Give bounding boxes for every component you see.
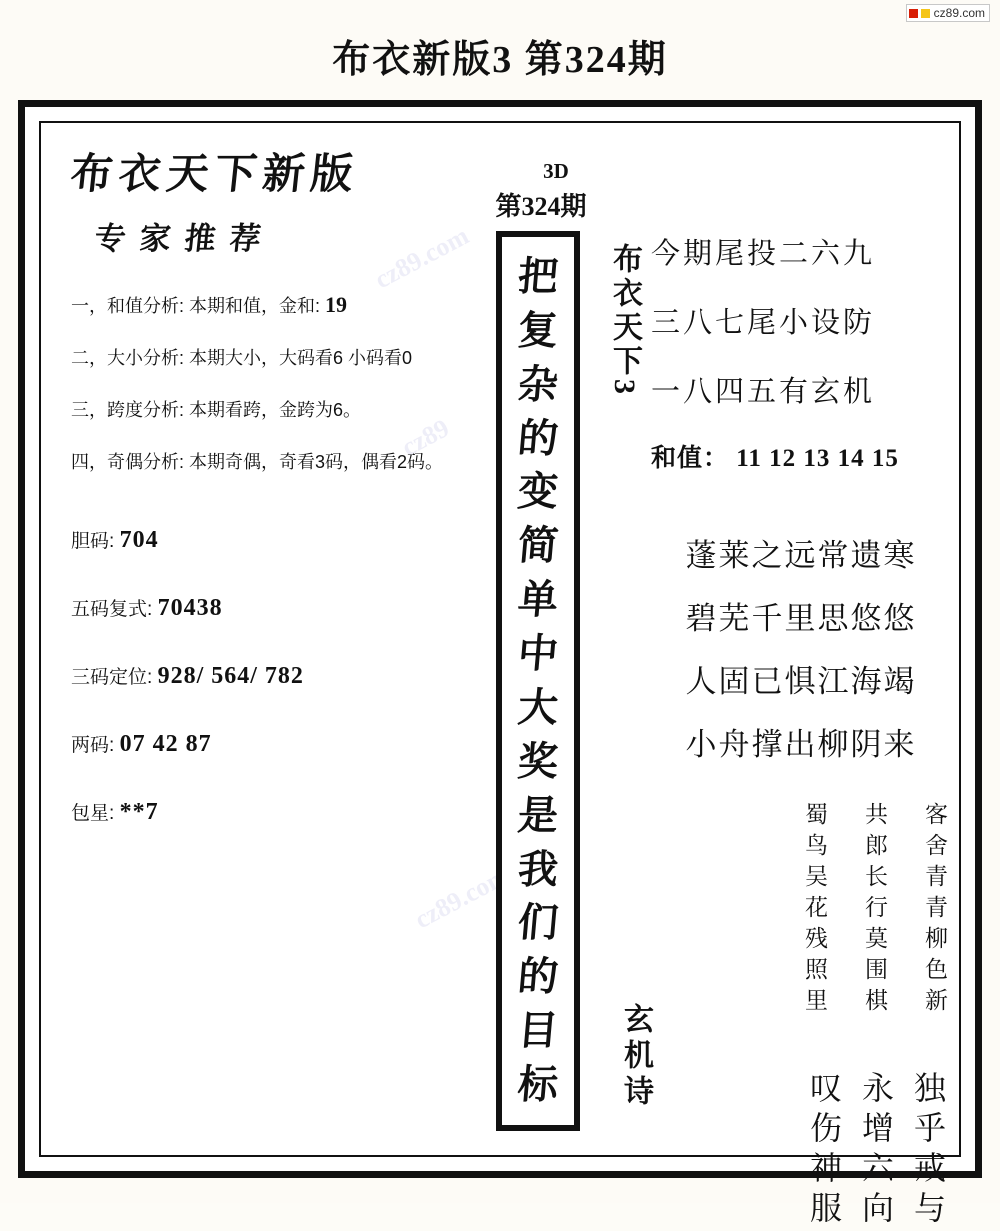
sum-value: 11 12 13 14 15: [736, 445, 899, 472]
headline: 三八七尾小设防: [651, 307, 876, 339]
poem-line: 碧芜千里思悠悠: [685, 601, 917, 636]
pick-label: 两码:: [71, 735, 115, 756]
pick-label: 三码定位:: [71, 667, 153, 688]
vertical-poem-grid: [651, 802, 951, 1019]
vertical-poem-line: 独乎戒与: [910, 1071, 946, 1231]
brush-title: 布衣天下新版: [68, 152, 362, 198]
issue-number: 第324期: [495, 192, 587, 221]
slogan-char: 杂: [516, 361, 561, 407]
vertical-poem-grid-2: [651, 1071, 951, 1231]
watermark-2: cz89: [396, 413, 454, 462]
analysis-row: [71, 292, 491, 318]
poem-line: 蓬莱之远常遗寒: [685, 538, 917, 573]
slogan-char: 复: [516, 307, 561, 353]
analysis-label: 二，大小分析: 本期大小，大码看6 小码看0: [71, 348, 413, 368]
pick-row: [71, 662, 491, 690]
slogan-char: 大: [516, 684, 561, 730]
poem-line: 小舟撑出柳阴来: [685, 727, 917, 762]
pick-label: 五码复式:: [71, 599, 153, 620]
badge-label: cz89.com: [933, 6, 985, 20]
pick-value: 704: [119, 527, 159, 553]
page-title: 布衣新版3 第324期: [332, 39, 668, 81]
right-column: [651, 231, 951, 1231]
slogan-char: 标: [516, 1062, 561, 1107]
slogan-char: 奖: [516, 738, 561, 784]
analysis-value: 19: [325, 292, 348, 317]
analysis-label: 四，奇偶分析: 本期奇偶，奇看3码，偶看2码。: [71, 452, 444, 472]
sum-label: 和值：: [651, 445, 730, 472]
slogan-char: 我: [516, 846, 561, 892]
badge-square-red-icon: [909, 9, 918, 18]
vertical-poem-line: 共郎长行莫围棋: [862, 802, 887, 1019]
poster-inner-frame: [39, 121, 961, 1231]
slogan-char: 是: [516, 792, 561, 838]
slogan-char: 的: [516, 954, 561, 1000]
pick-row: [71, 798, 491, 826]
pick-row: [71, 730, 491, 758]
analysis-label: 一，和值分析: 本期和值，金和:: [71, 296, 321, 316]
issue-header: [493, 159, 589, 223]
watermark-1: cz89.com: [369, 220, 474, 295]
pick-value: 07 42 87: [119, 731, 212, 757]
slogan-char: 简: [516, 523, 561, 569]
pick-row: [71, 594, 491, 622]
site-badge: [906, 4, 990, 22]
analysis-list: [71, 292, 491, 474]
badge-square-yellow-icon: [921, 9, 930, 18]
analysis-row: [71, 344, 491, 370]
poem-line: 人固已惧江海竭: [685, 664, 917, 699]
watermark-3: cz89.com: [409, 860, 514, 935]
left-column: [68, 141, 491, 866]
slogan-char: 把: [516, 253, 561, 299]
headline: 今期尾投二六九: [651, 238, 876, 270]
pick-label: 包星:: [71, 803, 115, 824]
issue-type: 3D: [543, 159, 569, 183]
poem-block: [651, 530, 951, 764]
slogan-char: 变: [516, 469, 561, 515]
slogan-char: 们: [516, 900, 561, 946]
sum-value-row: [651, 438, 951, 474]
vertical-poem-line: 叹伤神服: [806, 1071, 842, 1231]
poem-vertical-title: 玄机诗: [619, 1003, 652, 1111]
analysis-row: [71, 396, 491, 422]
vertical-poem-line: 客舍青青柳色新: [922, 802, 947, 1019]
slogan-char: 单: [516, 577, 561, 623]
vertical-poem-line: 永增六向: [858, 1071, 894, 1231]
pick-value: **7: [119, 799, 159, 825]
analysis-label: 三，跨度分析: 本期看跨，金跨为6。: [71, 400, 362, 420]
poster-outer-frame: [18, 100, 982, 1231]
picks-list: [71, 526, 491, 826]
brand-vertical-title: 布衣天下3: [608, 243, 641, 398]
headline: 一八四五有玄机: [651, 376, 876, 408]
pick-row: [71, 526, 491, 554]
pick-label: 胆码:: [71, 531, 115, 552]
pick-value: 928/ 564/ 782: [157, 663, 304, 689]
pick-value: 70438: [157, 595, 223, 621]
slogan-char: 的: [516, 415, 561, 461]
vertical-poem-line: 蜀鸟吴花残照里: [802, 802, 827, 1019]
slogan-char: 中: [516, 631, 561, 676]
analysis-row: [71, 448, 491, 474]
vertical-slogan-banner: [496, 231, 580, 1131]
brush-subtitle: 专家推荐: [92, 221, 277, 256]
slogan-char: 目: [516, 1008, 561, 1054]
